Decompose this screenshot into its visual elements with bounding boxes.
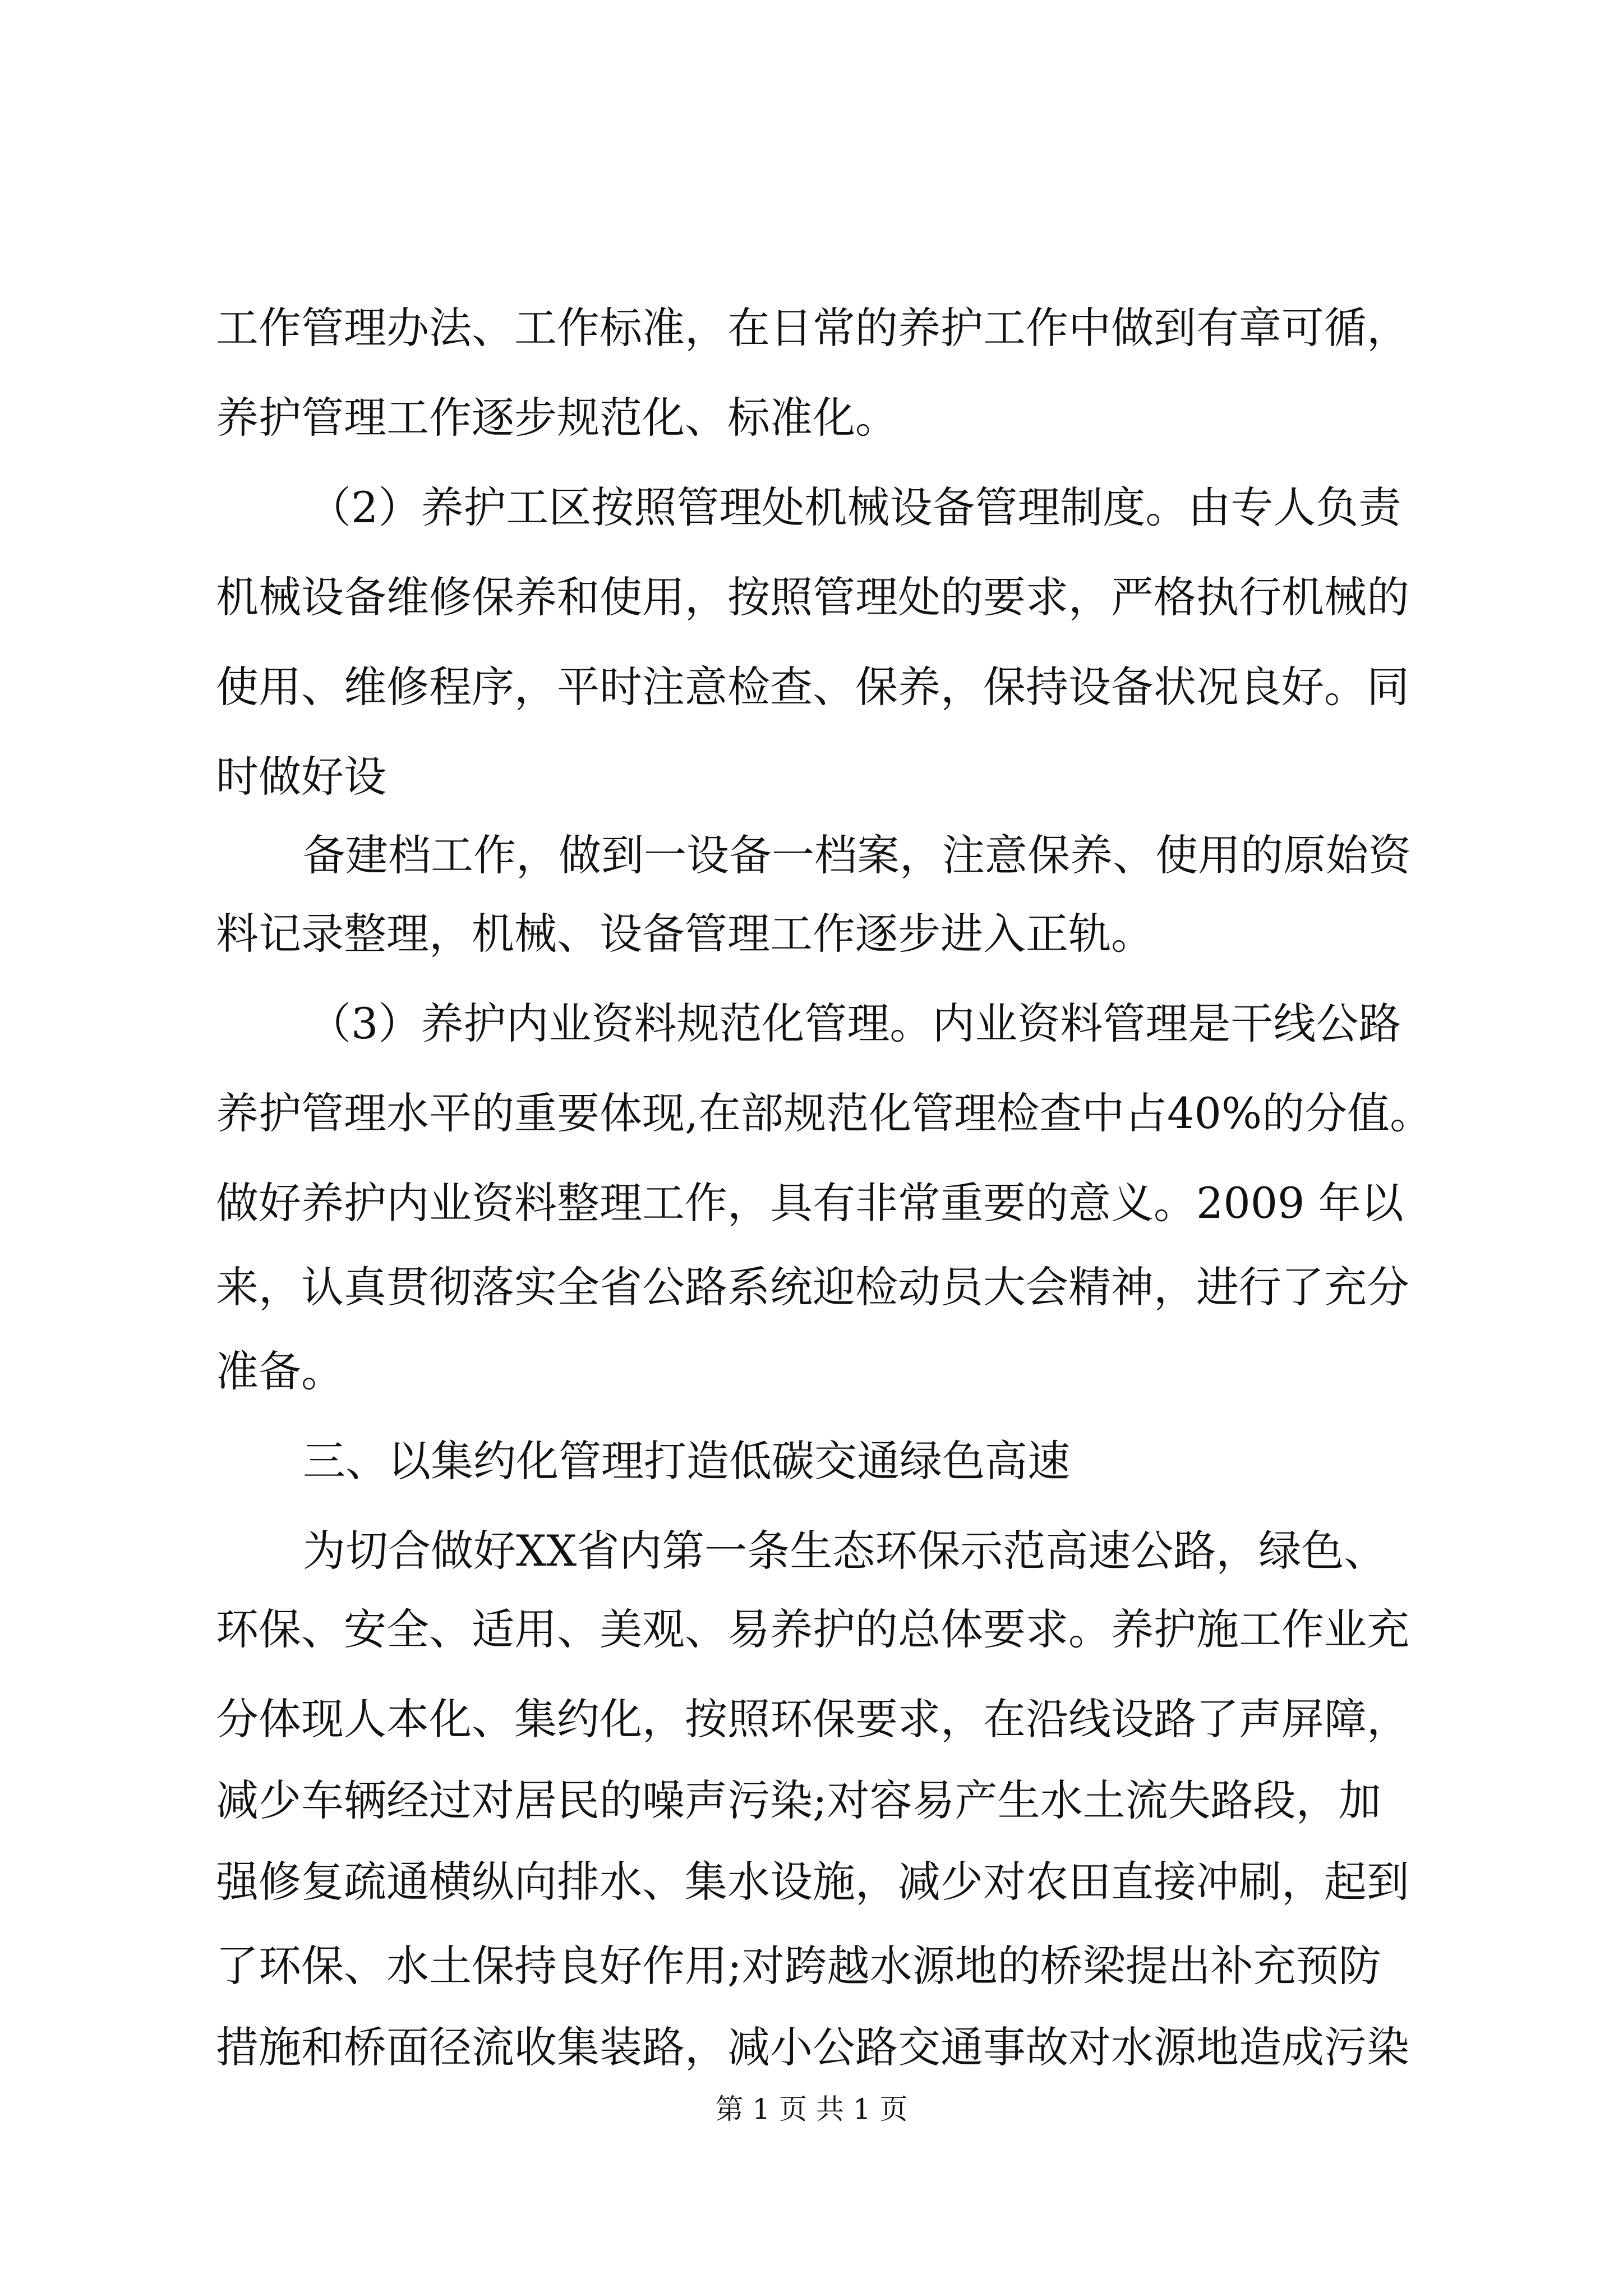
body-line-18: 减少车辆经过对居民的噪声污染;对容易产生水土流失路段，加 [216,1775,1381,1825]
body-line-21: 措施和桥面径流收集装路，减小公路交通事故对水源地造成污染 [216,2022,1409,2072]
body-line-20: 了环保、水土保持良好作用;对跨越水源地的桥梁提出补充预防 [216,1941,1381,1991]
body-line-2: 养护管理工作逐步规范化、标准化。 [216,393,898,443]
body-line-13: 准备。 [216,1346,344,1396]
body-line-17: 分体现人本化、集约化，按照环保要求，在沿线设路了声屏障， [216,1694,1409,1744]
body-line-11: 做好养护内业资料整理工作，具有非常重要的意义。2009 年以 [216,1178,1404,1228]
body-line-1: 工作管理办法、工作标准，在日常的养护工作中做到有章可循， [216,303,1409,353]
body-line-8: 料记录整理，机械、设备管理工作逐步进入正轨。 [216,909,1154,959]
section-heading: 三、以集约化管理打造低碳交通绿色高速 [303,1436,1070,1486]
body-line-7: 备建档工作，做到一设备一档案，注意保养、使用的原始资 [303,830,1411,880]
body-line-10: 养护管理水平的重要体现,在部规范化管理检查中占40%的分值。 [216,1088,1433,1138]
body-line-5: 使用、维修程序，平时注意检查、保养，保持设备状况良好。同 [216,662,1409,712]
body-line-6: 时做好设 [216,752,386,802]
body-line-9: （3）养护内业资料规范化管理。内业资料管理是干线公路 [308,999,1401,1048]
body-line-19: 强修复疏通横纵向排水、集水设施，减少对农田直接冲刷，起到 [216,1857,1409,1907]
body-line-12: 来，认真贯彻落实全省公路系统迎检动员大会精神，进行了充分 [216,1262,1409,1312]
body-line-15: 为切合做好XX省内第一条生态环保示范高速公路，绿色、 [303,1526,1387,1576]
body-line-4: 机械设备维修保养和使用，按照管理处的要求，严格执行机械的 [216,572,1409,622]
body-line-3: （2）养护工区按照管理处机械设备管理制度。由专人负责 [308,482,1401,532]
body-line-16: 环保、安全、适用、美观、易养护的总体要求。养护施工作业充 [216,1604,1409,1654]
page-number-footer: 第 1 页 共 1 页 [715,2093,908,2125]
